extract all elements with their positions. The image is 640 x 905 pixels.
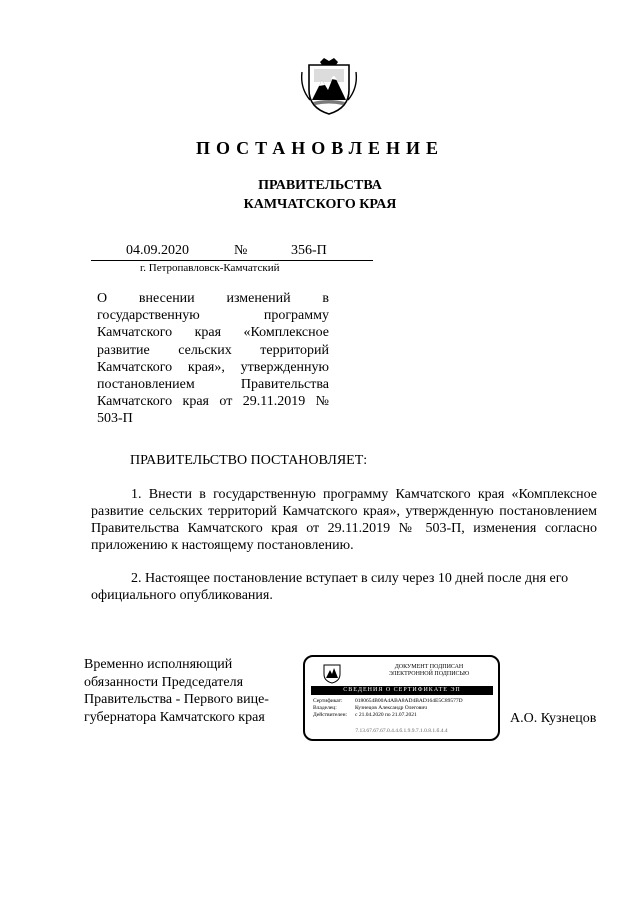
decree-heading: ПРАВИТЕЛЬСТВО ПОСТАНОВЛЯЕТ:	[130, 453, 368, 468]
paragraph-1: 1. Внести в государственную программу Камчатского края «Комплексное развитие сельских территорий Камчатского края», утвержденную постановлением Правительства Камчатского края от 29.11.2019 № 503-П, изменения согласно приложению к настоящему постановлению.	[91, 487, 597, 553]
stamp-header-line-2: ЭЛЕКТРОННОЙ ПОДПИСЬЮ	[388, 671, 470, 677]
stamp-header-line-1: ДОКУМЕНТ ПОДПИСАН	[394, 664, 464, 670]
stamp-row-owner	[313, 705, 463, 712]
signer-position	[84, 656, 282, 726]
stamp-label: Сертификат:	[313, 698, 343, 704]
date-number-line	[91, 243, 373, 261]
stamp-value: с 21.04.2020 по 21.07.2021	[355, 712, 417, 718]
stamp-header	[361, 664, 497, 678]
document-type-title: ПОСТАНОВЛЕНИЕ	[195, 138, 445, 158]
issuer-line-1: ПРАВИТЕЛЬСТВА	[258, 178, 382, 193]
stamp-row-validity	[313, 712, 463, 719]
stamp-value: 0180654B00A4ABA8AD4BAD164E5C89577D	[355, 698, 463, 704]
signer-position-line-2: обязанности Председателя	[84, 674, 244, 690]
document-number: 356-П	[291, 243, 327, 258]
signer-position-line-4: губернатора Камчатского края	[84, 709, 265, 725]
signer-position-line-1: Временно исполняющий	[84, 657, 233, 672]
kamchatka-coat-of-arms-icon	[300, 58, 358, 116]
issuer-heading	[0, 176, 640, 214]
paragraph-2: 2. Настоящее постановление вступает в силу через 10 дней после дня его официального опубликования.	[91, 571, 569, 603]
stamp-label: Действителен:	[313, 712, 348, 718]
stamp-certificate-bar: СВЕДЕНИЯ О СЕРТИФИКАТЕ ЭП	[311, 686, 493, 695]
stamp-value: Кузнецов Александр Олегович	[355, 705, 428, 711]
stamp-emblem-icon	[321, 662, 343, 684]
signer-position-line-3: Правительства - Первого вице-	[84, 692, 269, 707]
document-date: 04.09.2020	[126, 243, 189, 258]
issuer-line-2: КАМЧАТСКОГО КРАЯ	[243, 197, 397, 212]
stamp-footer: 7.13.67.67.67.0.4.4.б.1.9.9.7.1.0.8.1.б.4.4	[355, 728, 448, 734]
stamp-certificate-details	[313, 698, 463, 719]
signer-name: А.О. Кузнецов	[510, 711, 597, 726]
electronic-signature-stamp	[303, 655, 500, 741]
document-subject: О внесении изменений в государственную программу Камчатского края «Комплексное развитие сельских территорий Камчатского края», утвержденную постановлением Правительства Камчатского края от 29.11.2019 № 503-П	[97, 291, 329, 427]
stamp-row-certificate	[313, 698, 463, 705]
number-sign: №	[234, 243, 248, 258]
stamp-label: Владелец:	[313, 705, 337, 711]
city-name: г. Петропавловск-Камчатский	[140, 262, 280, 274]
